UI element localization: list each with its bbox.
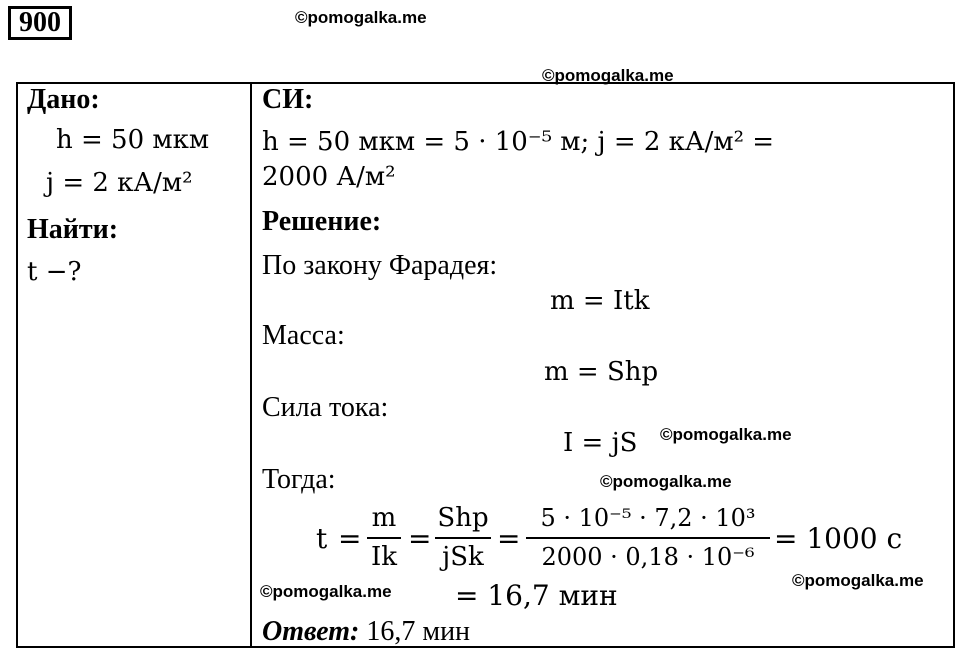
fraction-bar xyxy=(526,537,770,539)
current-formula: I = jS xyxy=(563,428,638,458)
mass-text: Масса: xyxy=(262,320,345,351)
column-divider xyxy=(250,82,252,648)
answer-label: Ответ: xyxy=(262,616,360,647)
watermark: ©pomogalka.me xyxy=(295,8,427,27)
formula-t: t xyxy=(316,522,328,555)
si-line-2: 2000 А/м² xyxy=(262,162,396,192)
fraction-numerator: 5 · 10⁻⁵ · 7,2 · 10³ xyxy=(540,504,756,532)
formula-result: = 1000 с xyxy=(774,522,903,555)
given-heading: Дано: xyxy=(27,84,100,115)
mass-formula: m = Shp xyxy=(544,357,659,387)
find-value: t −? xyxy=(27,257,82,287)
answer-value: 16,7 мин xyxy=(366,616,471,647)
fraction-shp-jsk xyxy=(435,503,491,572)
fraction-denominator: 2000 · 0,18 · 10⁻⁶ xyxy=(541,543,755,571)
formula-eq: = xyxy=(408,522,432,555)
problem-number: 900 xyxy=(8,6,72,40)
find-heading: Найти: xyxy=(27,214,119,245)
watermark: ©pomogalka.me xyxy=(792,571,924,590)
watermark: ©pomogalka.me xyxy=(660,425,792,444)
fraction-m-ik xyxy=(367,503,401,572)
fraction-denominator: Ik xyxy=(370,542,398,572)
fraction-denominator: jSk xyxy=(442,542,484,572)
given-h: h = 50 мкм xyxy=(56,125,210,155)
si-line-1: h = 50 мкм = 5 · 10⁻⁵ м; j = 2 кА/м² = xyxy=(262,127,775,157)
formula-eq: = xyxy=(497,522,521,555)
given-j: j = 2 кА/м² xyxy=(46,168,193,198)
si-heading: СИ: xyxy=(262,84,314,115)
watermark: ©pomogalka.me xyxy=(600,472,732,491)
fraction-numerator: Shp xyxy=(437,503,489,533)
watermark: ©pomogalka.me xyxy=(542,66,674,85)
fraction-bar xyxy=(367,537,401,539)
current-text: Сила тока: xyxy=(262,392,389,423)
then-text: Тогда: xyxy=(262,464,336,495)
formula-result-minutes: = 16,7 мин xyxy=(455,579,618,612)
answer-line xyxy=(262,616,470,648)
solution-heading: Решение: xyxy=(262,206,382,237)
formula-eq: = xyxy=(338,522,362,555)
watermark: ©pomogalka.me xyxy=(260,582,392,601)
fraction-numeric xyxy=(526,503,770,572)
faraday-formula: m = Itk xyxy=(550,286,650,316)
fraction-numerator: m xyxy=(371,503,397,533)
fraction-bar xyxy=(435,537,491,539)
faraday-text: По закону Фарадея: xyxy=(262,250,498,281)
